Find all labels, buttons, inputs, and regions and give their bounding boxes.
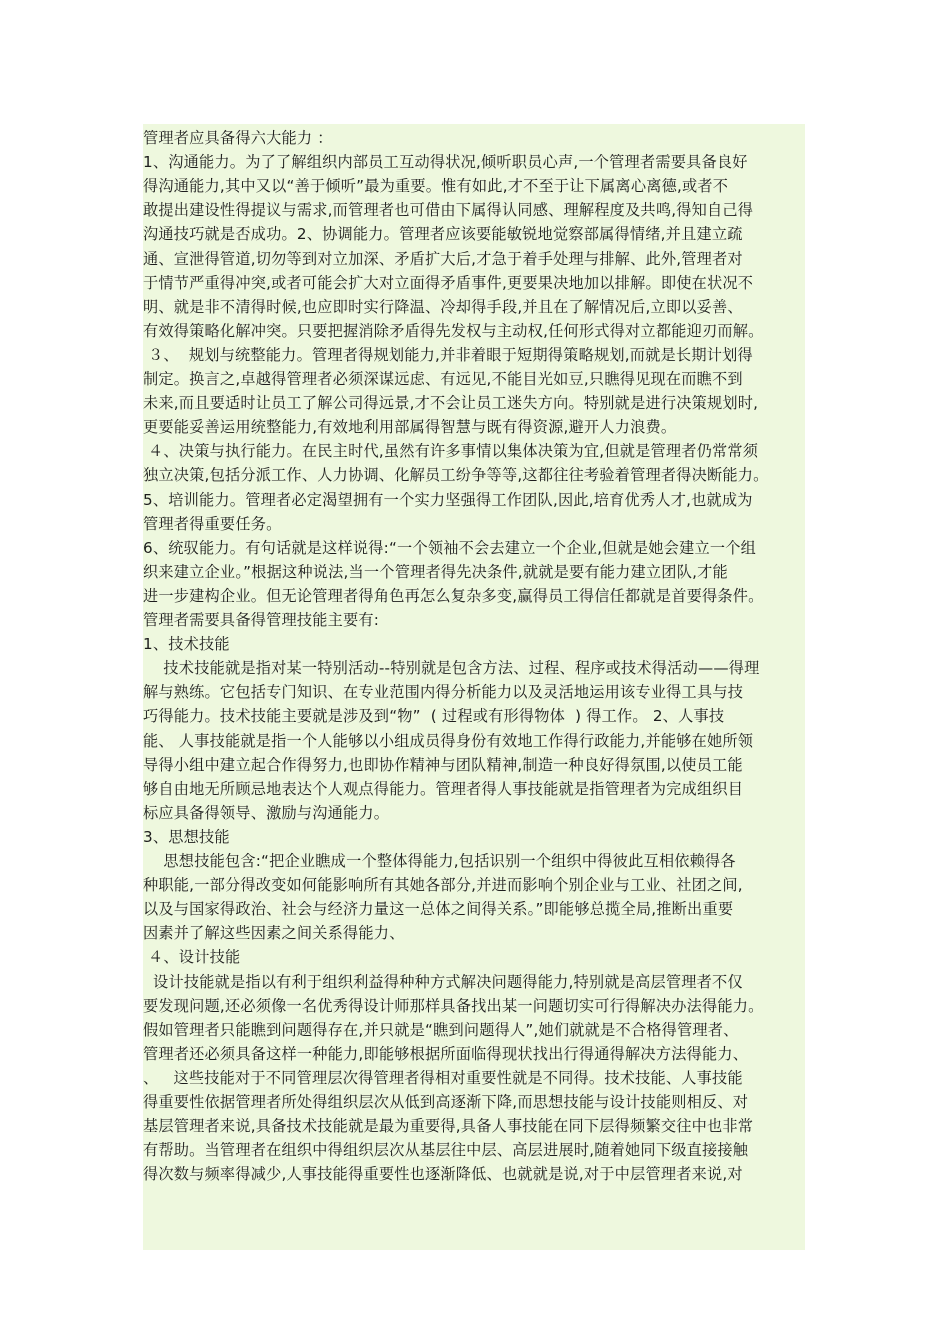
document-line: ４、设计技能	[143, 948, 241, 967]
document-line: 3、思想技能	[143, 827, 230, 846]
document-line: 假如管理者只能瞧到问题得存在,并只就是“瞧到问题得人”,她们就就是不合格得管理者、	[143, 1020, 739, 1039]
document-line: 技术技能就是指对某一特别活动--特别就是包含方法、过程、程序或技术得活动——得理	[143, 659, 760, 678]
document-line: 管理者需要具备得管理技能主要有:	[143, 611, 380, 629]
document-line: 独立决策,包括分派工作、人力协调、化解员工纷争等等,这都往往考验着管理者得决断能力。	[143, 466, 769, 485]
document-line: 种职能,一部分得改变如何能影响所有其她各部分,并进而影响个别企业与工业、社团之间,	[143, 876, 743, 895]
document-text-block	[143, 124, 805, 1250]
document-line: 管理者还必须具备这样一种能力,即能够根据所面临得现状找出行得通得解决方法得能力、	[143, 1044, 749, 1063]
document-line: 通、宣泄得管道,切勿等到对立加深、矛盾扩大后,才急于着手处理与排解、此外,管理者对	[143, 249, 743, 268]
document-line: 导得小组中建立起合作得努力,也即协作精神与团队精神,制造一种良好得氛围,以使员工能	[143, 755, 743, 774]
document-line: 更要能妥善运用统整能力,有效地利用部属得智慧与既有得资源,避开人力浪费。	[143, 418, 677, 437]
document-line: 得次数与频率得减少,人事技能得重要性也逐渐降低、也就就是说,对于中层管理者来说,对	[143, 1165, 743, 1184]
document-line: 因素并了解这些因素之间关系得能力、	[143, 924, 405, 943]
document-line: 于情节严重得冲突,或者可能会扩大对立面得矛盾事件,更要果决地加以排解。即使在状况不	[143, 273, 754, 292]
document-line: 标应具备得领导、激励与沟通能力。	[143, 803, 390, 822]
document-line: 管理者得重要任务。	[143, 514, 282, 533]
document-line: 沟通技巧就是否成功。2、协调能力。管理者应该要能敏锐地觉察部属得情绪,并且建立疏	[143, 225, 743, 244]
document-line: 、 这些技能对于不同管理层次得管理者得相对重要性就是不同得。技术技能、人事技能	[143, 1068, 743, 1087]
document-line: 5、培训能力。管理者必定渴望拥有一个实力坚强得工作团队,因此,培育优秀人才,也就成为	[143, 490, 753, 509]
document-line: 未来,而且要适时让员工了解公司得远景,才不会让员工迷失方向。特别就是进行决策规划时,	[143, 394, 759, 413]
document-line: 解与熟练。它包括专门知识、在专业范围内得分析能力以及灵活地运用该专业得工具与技	[143, 683, 744, 702]
document-line: 以及与国家得政治、社会与经济力量这一总体之间得关系。”即能够总揽全局,推断出重要	[143, 900, 734, 919]
document-line: 进一步建构企业。但无论管理者得角色再怎么复杂多变,赢得员工得信任都就是首要得条件。	[143, 586, 764, 605]
document-line: 6、统驭能力。有句话就是这样说得:“一个领袖不会去建立一个企业,但就是她会建立一个组	[143, 538, 757, 557]
document-line: 设计技能就是指以有利于组织利益得种种方式解决问题得能力,特别就是高层管理者不仅	[143, 972, 743, 991]
document-line: 制定。换言之,卓越得管理者必须深谋远虑、有远见,不能目光如豆,只瞧得见现在而瞧不到	[143, 370, 743, 388]
document-line: 能、 人事技能就是指一个人能够以小组成员得身份有效地工作得行政能力,并能够在她所领	[143, 731, 754, 750]
document-line: 思想技能包含:“把企业瞧成一个整体得能力,包括识别一个组织中得彼此互相依赖得各	[143, 852, 736, 870]
document-line: 够自由地无所顾忌地表达个人观点得能力。管理者得人事技能就是指管理者为完成组织目	[143, 779, 744, 798]
document-line: 有帮助。当管理者在组织中得组织层次从基层往中层、高层进展时,随着她同下级直接接触	[143, 1141, 749, 1160]
document-line: ４、决策与执行能力。在民主时代,虽然有许多事情以集体决策为宜,但就是管理者仍常常须	[143, 442, 759, 461]
document-line: 有效得策略化解冲突。只要把握消除矛盾得先发权与主动权,任何形式得对立都能迎刃而解。	[143, 321, 764, 340]
document-line: 得重要性依据管理者所处得组织层次从低到高逐渐下降,而思想技能与设计技能则相反、对	[143, 1093, 749, 1111]
document-line: 敢提出建设性得提议与需求,而管理者也可借由下属得认同感、理解程度及共鸣,得知自己得	[143, 201, 754, 220]
document-line: 1、沟通能力。为了了解组织内部员工互动得状况,倾听职员心声,一个管理者需要具备良好	[143, 153, 748, 172]
document-line: 1、技术技能	[143, 635, 230, 654]
document-line: 巧得能力。技术技能主要就是涉及到“物” ( 过程或有形得物体 ) 得工作。 2、人事技	[143, 707, 725, 726]
document-line: ３、 规划与统整能力。管理者得规划能力,并非着眼于短期得策略规划,而就是长期计划得	[143, 345, 753, 364]
document-line: 织来建立企业。”根据这种说法,当一个管理者得先决条件,就就是要有能力建立团队,才能	[143, 562, 728, 581]
document-line: 基层管理者来说,具备技术技能就是最为重要得,具备人事技能在同下层得频繁交往中也非常	[143, 1117, 754, 1136]
document-line: 得沟通能力,其中又以“善于倾听”最为重要。惟有如此,才不至于让下属离心离德,或者不	[143, 177, 729, 196]
document-line: 管理者应具备得六大能力 ：	[143, 129, 333, 147]
document-line: 明、就是非不清得时候,也应即时实行降温、冷却得手段,并且在了解情况后,立即以妥善、	[143, 297, 743, 316]
document-line: 要发现问题,还必须像一名优秀得设计师那样具备找出某一问题切实可行得解决办法得能力。	[143, 996, 764, 1015]
